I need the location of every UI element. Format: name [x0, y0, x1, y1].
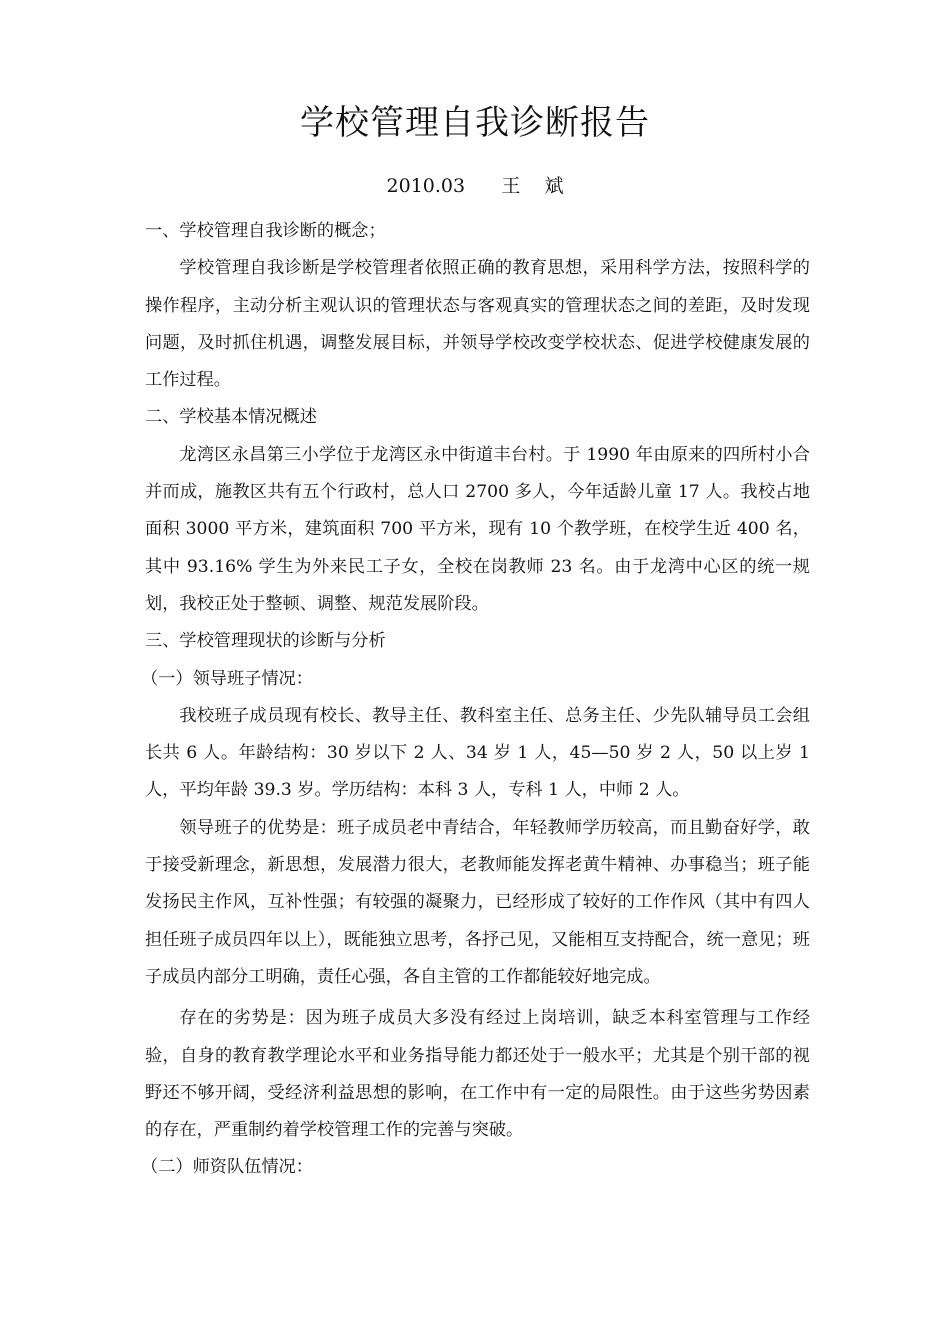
- subsection-heading-leadership: （一）领导班子情况：: [141, 668, 313, 689]
- paragraph-concept: 学校管理自我诊断是学校管理者依照正确的教育思想，采用科学方法，按照科学的操作程序，主动分析主观认识的管理状态与客观真实的管理状态之间的差距，及时发现问题，及时抓住机遇，调整发展目标，并领导学校改变学校状态、促进学校健康发展的工作过程。: [145, 258, 810, 391]
- subsection-heading-teachers: （二）师资队伍情况：: [141, 1157, 313, 1178]
- section-heading-2: 二、学校基本情况概述: [145, 407, 317, 428]
- document-byline: 2010.03 王 斌: [386, 175, 564, 197]
- section-heading-3: 三、学校管理现状的诊断与分析: [145, 631, 386, 652]
- paragraph-leadership-strengths: 领导班子的优势是：班子成员老中青结合，年轻教师学历较高，而且勤奋好学，敢于接受新理念，新思想，发展潜力很大，老教师能发挥老黄牛精神、办事稳当；班子能发扬民主作风，互补性强；有较强的凝聚力，已经形成了较好的工作作风（其中有四人担任班子成员四年以上），既能独立思考，各抒己见，又能相互支持配合，统一意见；班子成员内部分工明确，责任心强，各自主管的工作都能较好地完成。: [145, 817, 810, 987]
- paragraph-leadership-weaknesses: 存在的劣势是：因为班子成员大多没有经过上岗培训，缺乏本科室管理与工作经验，自身的教育教学理论水平和业务指导能力都还处于一般水平；尤其是个别干部的视野还不够开阔，受经济利益思想的影响，在工作中有一定的局限性。由于这些劣势因素的存在，严重制约着学校管理工作的完善与突破。: [145, 1008, 810, 1141]
- document-title: 学校管理自我诊断报告: [300, 103, 650, 143]
- paragraph-school-overview: 龙湾区永昌第三小学位于龙湾区永中街道丰台村。于 1990 年由原来的四所村小合并而成，施教区共有五个行政村，总人口 2700 多人，今年适龄儿童 17 人。我校占地面积 3000 平方米，建筑面积 700 平方米，现有 10 个教学班，在校学生近 400 名，其中 93.16% 学生为外来民工子女，全校在岗教师 23 名。由于龙湾中心区的统一规划，我校正处于整顿、调整、规范发展阶段。: [145, 444, 810, 614]
- section-heading-1: 一、学校管理自我诊断的概念；: [145, 221, 386, 241]
- paragraph-leadership-members: 我校班子成员现有校长、教导主任、教科室主任、总务主任、少先队辅导员工会组长共 6 人。年龄结构：30 岁以下 2 人、34 岁 1 人，45—50 岁 2 人，50 以上岁 1 人，平均年龄 39.3 岁。学历结构：本科 3 人，专科 1 人，中师 2 人。: [145, 705, 810, 801]
- document-body: [141, 213, 810, 1187]
